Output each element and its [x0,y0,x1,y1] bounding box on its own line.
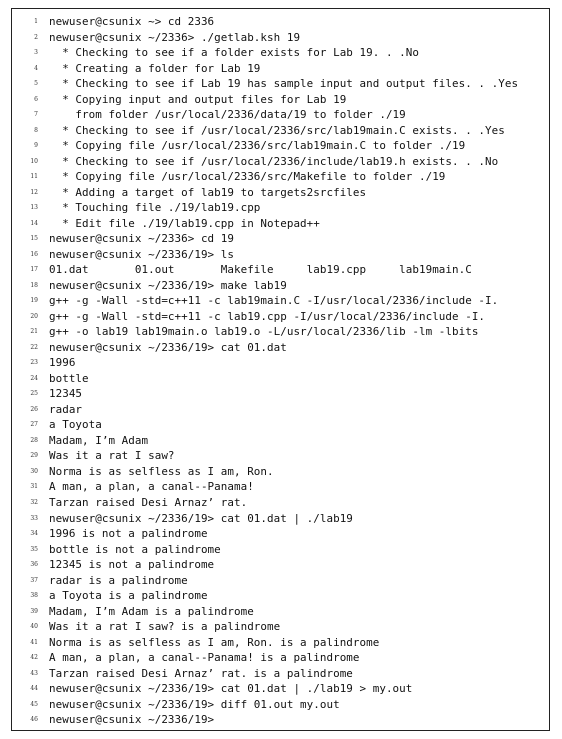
terminal-listing-frame [11,8,550,731]
line-text: g++ -o lab19 lab19main.o lab19.o -L/usr/local/2336/lib -lm -lbits [49,325,479,339]
line-number: 20 [30,312,38,320]
line-text: from folder /usr/local/2336/data/19 to folder ./19 [49,108,406,122]
line-text: newuser@csunix ~/2336> ./getlab.ksh 19 [49,30,301,44]
line-text: * Adding a target of lab19 to targets2srcfiles [49,185,367,199]
listing-line [12,247,549,263]
line-text: newuser@csunix ~/2336/19> diff 01.out my.out [49,697,340,711]
listing-line [12,650,549,666]
line-text: Madam, I’m Adam [49,433,149,447]
listing-line [12,216,549,232]
line-number: 44 [30,685,38,693]
line-text: Norma is as selfless as I am, Ron. is a palindrome [49,635,380,649]
line-number: 42 [30,654,38,662]
listing-line [12,448,549,464]
listing-line [12,635,549,651]
line-number: 45 [30,700,38,708]
code-listing [12,14,549,728]
listing-line [12,573,549,589]
listing-line [12,200,549,216]
line-text: A man, a plan, a canal--Panama! [49,480,254,494]
listing-line [12,340,549,356]
line-text: newuser@csunix ~/2336/19> cat 01.dat | ./lab19 > my.out [49,682,413,696]
listing-line [12,169,549,185]
listing-line [12,309,549,325]
line-number: 22 [30,343,38,351]
line-number: 43 [30,669,38,677]
line-number: 39 [30,607,38,615]
line-text: newuser@csunix ~/2336/19> cat 01.dat | ./lab19 [49,511,353,525]
line-text: * Creating a folder for Lab 19 [49,61,261,75]
line-text: 1996 [49,356,76,370]
listing-line [12,557,549,573]
line-text: * Checking to see if a folder exists for Lab 19. . .No [49,46,419,60]
line-text: 12345 [49,387,83,401]
line-text: * Checking to see if /usr/local/2336/include/lab19.h exists. . .No [49,154,499,168]
listing-line [12,61,549,77]
line-number: 14 [30,219,38,227]
line-number: 40 [30,623,38,631]
listing-line [12,154,549,170]
listing-line [12,45,549,61]
line-number: 31 [30,483,38,491]
line-number: 17 [30,266,38,274]
line-text: * Checking to see if Lab 19 has sample input and output files. . .Yes [49,77,519,91]
line-number: 15 [30,235,38,243]
line-text: * Touching file ./19/lab19.cpp [49,201,261,215]
line-number: 34 [30,530,38,538]
listing-line [12,262,549,278]
line-text: * Copying file /usr/local/2336/src/Makefile to folder ./19 [49,170,446,184]
listing-line [12,495,549,511]
line-number: 6 [34,95,38,103]
line-number: 5 [34,80,38,88]
line-text: newuser@csunix ~/2336/19> ls [49,247,234,261]
line-number: 18 [30,281,38,289]
line-text: 1996 is not a palindrome [49,527,208,541]
line-number: 16 [30,250,38,258]
line-number: 27 [30,421,38,429]
line-text: 01.dat 01.out Makefile lab19.cpp lab19main.C [49,263,472,277]
listing-line [12,619,549,635]
line-text: Tarzan raised Desi Arnaz’ rat. [49,495,248,509]
line-text: radar is a palindrome [49,573,188,587]
line-text: bottle is not a palindrome [49,542,221,556]
listing-line [12,666,549,682]
listing-line [12,402,549,418]
line-text: newuser@csunix ~/2336/19> [49,713,215,727]
listing-line [12,433,549,449]
line-text: * Copying input and output files for Lab 19 [49,92,347,106]
line-number: 46 [30,716,38,724]
line-text: Madam, I’m Adam is a palindrome [49,604,254,618]
line-text: radar [49,402,83,416]
line-number: 1 [34,18,38,25]
line-text: Norma is as selfless as I am, Ron. [49,464,274,478]
line-number: 28 [30,436,38,444]
line-text: Tarzan raised Desi Arnaz’ rat. is a palindrome [49,666,353,680]
line-text: newuser@csunix ~> cd 2336 [49,15,215,28]
listing-line [12,138,549,154]
listing-line [12,417,549,433]
listing-line [12,712,549,728]
line-text: A man, a plan, a canal--Panama! is a palindrome [49,651,360,665]
line-text: newuser@csunix ~/2336/19> make lab19 [49,278,287,292]
listing-line [12,324,549,340]
line-number: 12 [30,188,38,196]
line-number: 29 [30,452,38,460]
line-text: newuser@csunix ~/2336> cd 19 [49,232,234,246]
line-number: 3 [34,49,38,57]
listing-line [12,123,549,139]
line-number: 38 [30,592,38,600]
line-number: 24 [30,374,38,382]
line-text: a Toyota [49,418,102,432]
listing-line [12,588,549,604]
line-number: 25 [30,390,38,398]
line-number: 33 [30,514,38,522]
line-text: g++ -g -Wall -std=c++11 -c lab19main.C -I/usr/local/2336/include -I. [49,294,499,308]
listing-line [12,697,549,713]
line-text: * Edit file ./19/lab19.cpp in Notepad++ [49,216,320,230]
listing-line [12,526,549,542]
line-number: 11 [30,173,38,181]
line-text: * Copying file /usr/local/2336/src/lab19main.C to folder ./19 [49,139,466,153]
line-number: 19 [30,297,38,305]
line-number: 41 [30,638,38,646]
listing-line [12,14,549,30]
line-number: 8 [34,126,38,134]
line-number: 30 [30,467,38,475]
line-number: 35 [30,545,38,553]
listing-line [12,511,549,527]
line-text: a Toyota is a palindrome [49,589,208,603]
listing-line [12,371,549,387]
line-text: newuser@csunix ~/2336/19> cat 01.dat [49,340,287,354]
listing-line [12,542,549,558]
line-number: 4 [34,64,38,72]
line-number: 9 [34,142,38,150]
listing-line [12,231,549,247]
line-number: 23 [30,359,38,367]
line-text: Was it a rat I saw? is a palindrome [49,620,281,634]
line-number: 37 [30,576,38,584]
line-number: 7 [34,111,38,119]
line-number: 36 [30,561,38,569]
listing-line [12,76,549,92]
line-number: 26 [30,405,38,413]
line-number: 10 [30,157,38,165]
line-number: 21 [30,328,38,336]
line-number: 2 [34,33,38,41]
listing-line [12,92,549,108]
listing-line [12,278,549,294]
listing-line [12,293,549,309]
line-text: bottle [49,371,89,385]
line-number: 13 [30,204,38,212]
listing-line [12,479,549,495]
listing-line [12,464,549,480]
listing-line [12,681,549,697]
line-text: * Checking to see if /usr/local/2336/src/lab19main.C exists. . .Yes [49,123,505,137]
line-number: 32 [30,498,38,506]
line-text: g++ -g -Wall -std=c++11 -c lab19.cpp -I/usr/local/2336/include -I. [49,309,486,323]
listing-line [12,107,549,123]
listing-line [12,30,549,46]
listing-line [12,386,549,402]
listing-line [12,185,549,201]
listing-line [12,355,549,371]
line-text: Was it a rat I saw? [49,449,175,463]
listing-line [12,604,549,620]
line-text: 12345 is not a palindrome [49,558,215,572]
